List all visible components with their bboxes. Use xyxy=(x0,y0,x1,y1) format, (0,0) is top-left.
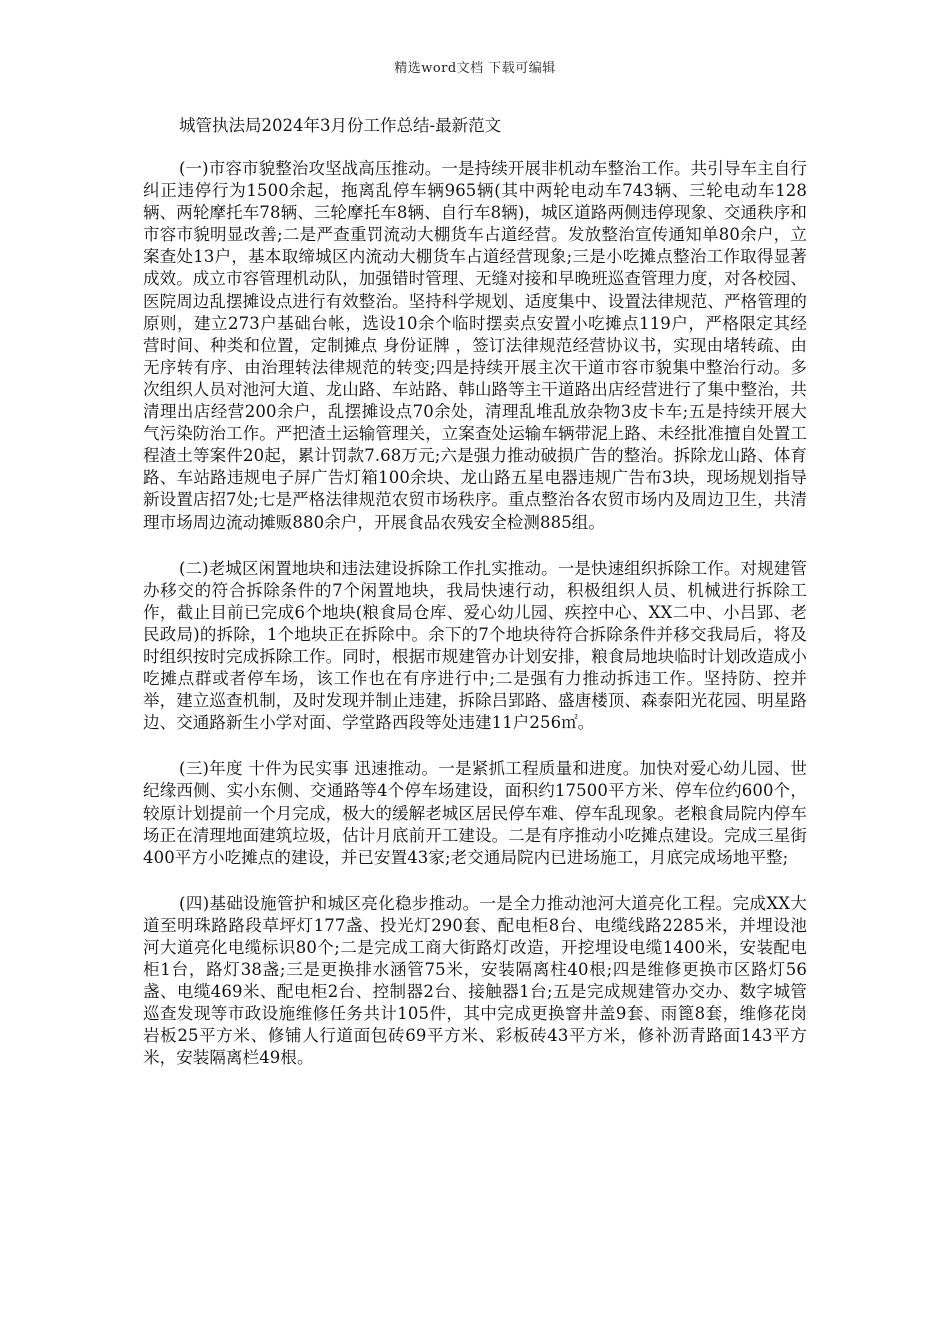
document-title: 城管执法局2024年3月份工作总结-最新范文 xyxy=(179,116,502,135)
paragraph-2: (二)老城区闲置地块和违法建设拆除工作扎实推动。一是快速组织拆除工作。对规建管办移交的符合拆除条件的7个闲置地块，我局快速行动，积极组织人员、机械进行拆除工作，截止目前已完成6个地块(粮食局仓库、爱心幼儿园、疾控中心、XX二中、小吕郢、老民政局)的拆除，1个地块正在拆除中。余下的7个地块待符合拆除条件并移交我局后，将及时组织按时完成拆除工作。同时，根据市规建管办计划安排，粮食局地块临时计划改造成小吃摊点群或者停车场，该工作也在有序进行中;二是强有力推动拆违工作。坚持防、控并举，建立巡查机制，及时发现并制止违建，拆除吕郢路、盛唐楼顶、森泰阳光花园、明星路边、交通路新生小学对面、学堂路西段等处违建11户256㎡。 xyxy=(143,558,807,733)
paragraph-4: (四)基础设施管护和城区亮化稳步推动。一是全力推动池河大道亮化工程。完成XX大道至明珠路路段草坪灯177盏、投光灯290套、配电柜8台、电缆线路2285米，并埋设池河大道亮化电缆标识80个;二是完成工商大街路灯改造，开挖埋设电缆1400米，安装配电柜1台，路灯38盏;三是更换排水涵管75米，安装隔离柱40根;四是维修更换市区路灯56盏、电缆469米、配电柜2台、控制器2台、接触器1台;五是完成规建管办交办、数字城管巡查发现等市政设施维修任务共计105件，其中完成更换窨井盖9套、雨篦8套，维修花岗岩板25平方米、修铺人行道面包砖69平方米、彩板砖43平方米，修补沥青路面143平方米，安装隔离栏49根。 xyxy=(143,893,807,1068)
paragraph-1: (一)市容市貌整治攻坚战高压推动。一是持续开展非机动车整治工作。共引导车主自行纠正违停行为1500余起，拖离乱停车辆965辆(其中两轮电动车743辆、三轮电动车128辆、两轮摩托车78辆、三轮摩托车8辆、自行车8辆)，城区道路两侧违停现象、交通秩序和市容市貌明显改善;二是严查重罚流动大棚货车占道经营。发放整治宣传通知单80余户，立案查处13户，基本取缔城区内流动大棚货车占道经营现象;三是小吃摊点整治工作取得显著成效。成立市容管理机动队，加强错时管理、无缝对接和早晚班巡查管理力度，对各校园、医院周边乱摆摊设点进行有效整治。坚持科学规划、适度集中、设置法律规范、严格管理的原则，建立273户基础台帐，选设10余个临时摆卖点安置小吃摊点119户，严格限定其经营时间、种类和位置，定制摊点 身份证牌 ，签订法律规范经营协议书，实现由堵转疏、由无序转有序、由治理转法律规范的转变;四是持续开展主次干道市容市貌集中整治行动。多次组织人员对池河大道、龙山路、车站路、韩山路等主干道路出店经营进行了集中整治，共清理出店经营200余户，乱摆摊设点70余处，清理乱堆乱放杂物3皮卡车;五是持续开展大气污染防治工作。严把渣土运输管理关，立案查处运输车辆带泥上路、未经批准擅自处置工程渣土等案件20起，累计罚款7.68万元;六是强力推动破损广告的整治。拆除龙山路、体育路、车站路违规电子屏广告灯箱100余块、龙山路五星电器违规广告布3块，现场规划指导新设置店招7处;七是严格法律规范农贸市场秩序。重点整治各农贸市场内及周边卫生，共清理市场周边流动摊贩880余户，开展食品农残安全检测885组。 xyxy=(143,159,807,532)
paragraph-3: (三)年度 十件为民实事 迅速推动。一是紧抓工程质量和进度。加快对爱心幼儿园、世纪缘西侧、实小东侧、交通路等4个停车场建设，面积约17500平方米、停车位约600个，较原计划提前一个月完成，极大的缓解老城区居民停车难、停车乱现象。老粮食局院内停车场正在清理地面建筑垃圾，估计月底前开工建设。二是有序推动小吃摊点建设。完成三星街400平方小吃摊点的建设，并已安置43家;老交通局院内已进场施工，月底完成场地平整; xyxy=(143,759,807,867)
page-header: 精选word文档 下载可编辑 xyxy=(394,61,556,76)
document-body xyxy=(143,158,807,1094)
